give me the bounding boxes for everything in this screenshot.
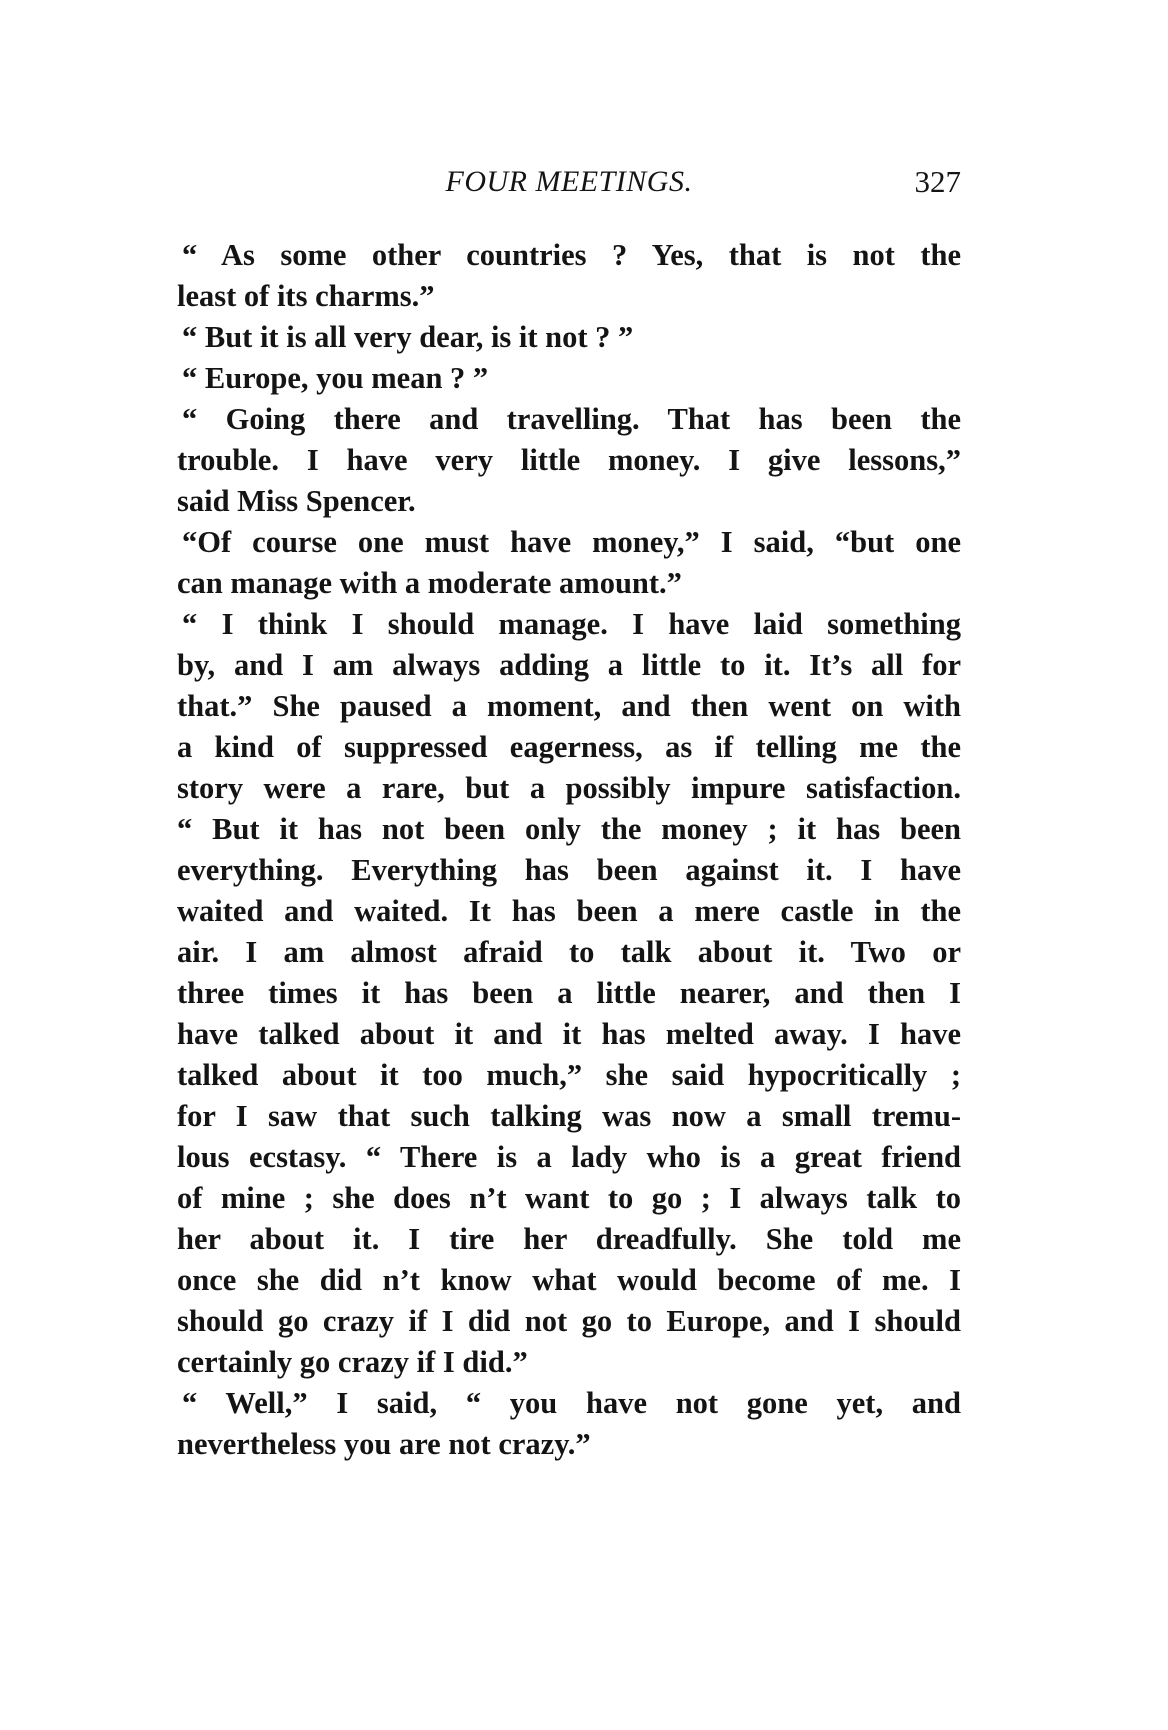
text-line: “ But it is all very dear, is it not ? ” (182, 320, 634, 354)
text-line: “ As some other countries ? Yes, that is not the (182, 238, 961, 272)
body-text (177, 235, 961, 1465)
text-line: everything. Everything has been against it. I have (177, 853, 961, 887)
text-line: have talked about it and it has melted away. I have (177, 1017, 961, 1051)
text-line: should go crazy if I did not go to Europe, and I should (177, 1304, 961, 1338)
text-line: “ Europe, you mean ? ” (182, 361, 489, 395)
page-number: 327 (914, 164, 961, 199)
text-line: for I saw that such talking was now a small tremu- (177, 1099, 961, 1133)
text-line: her about it. I tire her dreadfully. She told me (177, 1222, 961, 1256)
text-line: certainly go crazy if I did.” (177, 1345, 528, 1379)
text-line: air. I am almost afraid to talk about it. Two or (177, 935, 961, 969)
text-line: can manage with a moderate amount.” (177, 566, 682, 600)
text-line: a kind of suppressed eagerness, as if telling me the (177, 730, 961, 764)
text-line: waited and waited. It has been a mere castle in the (177, 894, 961, 928)
running-head (177, 160, 961, 204)
text-line: “ I think I should manage. I have laid something (182, 607, 961, 641)
text-line: three times it has been a little nearer, and then I (177, 976, 961, 1010)
text-line: story were a rare, but a possibly impure satisfaction. (177, 771, 961, 805)
text-line: trouble. I have very little money. I give lessons,” (177, 443, 961, 477)
text-line: talked about it too much,” she said hypocritically ; (177, 1058, 961, 1092)
text-line: “ But it has not been only the money ; it has been (177, 812, 961, 846)
text-line: “ Well,” I said, “ you have not gone yet, and (182, 1386, 961, 1420)
text-line: nevertheless you are not crazy.” (177, 1427, 591, 1461)
text-line: lous ecstasy. “ There is a lady who is a great friend (177, 1140, 961, 1174)
text-line: of mine ; she does n’t want to go ; I always talk to (177, 1181, 961, 1215)
text-line: said Miss Spencer. (177, 484, 416, 518)
text-line: by, and I am always adding a little to it. It’s all for (177, 648, 961, 682)
text-line: “Of course one must have money,” I said, “but one (182, 525, 961, 559)
text-line: “ Going there and travelling. That has been the (182, 402, 961, 436)
text-line: least of its charms.” (177, 279, 435, 313)
text-line: that.” She paused a moment, and then went on with (177, 689, 961, 723)
running-title: FOUR MEETINGS. (445, 165, 693, 198)
text-line: once she did n’t know what would become of me. I (177, 1263, 961, 1297)
